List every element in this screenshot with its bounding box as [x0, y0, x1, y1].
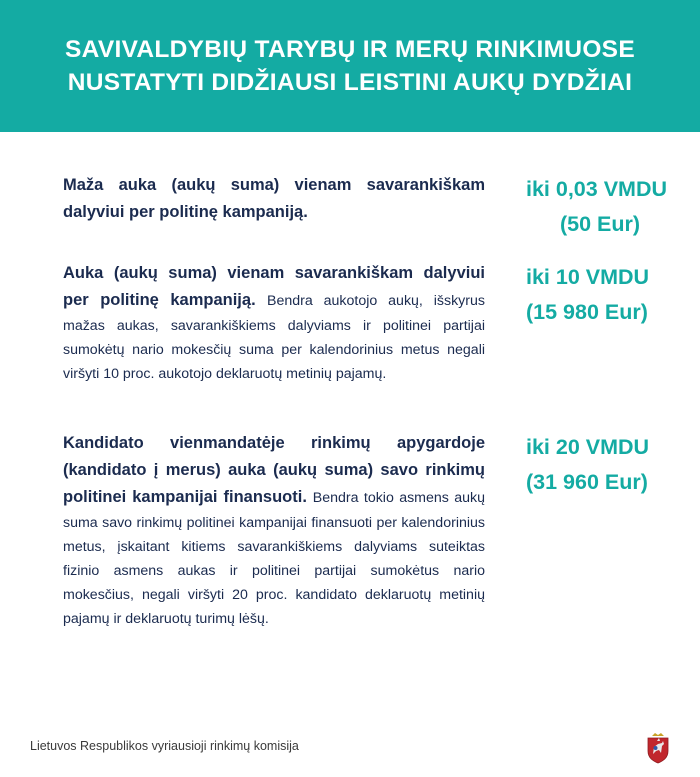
- donation-rule-small: [63, 172, 485, 226]
- rule-detail-text: Bendra aukotojo aukų, išskyrus mažas aukas, savarankiškiems dalyviams ir politinei partijai sumokėtų nario mokesčių suma per kalendorinius metus negali viršyti 10 proc. aukotojo deklaruotų metinių pajamų.: [63, 293, 485, 382]
- limit-vmdu: iki 0,03 VMDU: [526, 177, 667, 201]
- vytis-coat-of-arms-icon: [646, 732, 670, 764]
- donation-limit-participant: [526, 260, 649, 330]
- page-title-line-1: SAVIVALDYBIŲ TARYBŲ IR MERŲ RINKIMUOSE: [65, 36, 635, 63]
- donation-limit-candidate: [526, 430, 649, 500]
- page-title-line-2: NUSTATYTI DIDŽIAUSI LEISTINI AUKŲ DYDŽIAI: [67, 69, 633, 96]
- limit-vmdu: iki 10 VMDU: [526, 265, 650, 289]
- rule-lead-text: Maža auka (aukų suma) vienam savarankiškam dalyviui per politinę kampaniją.: [63, 176, 485, 221]
- limit-eur: (15 980 Eur): [526, 300, 648, 324]
- limit-eur: (50 Eur): [560, 212, 641, 236]
- limit-vmdu: iki 20 VMDU: [526, 435, 650, 459]
- rule-detail-text: Bendra tokio asmens aukų suma savo rinkimų politinei kampanijai finansuoti per kalendorinius metus, įskaitant kitiems savarankiškiems dalyviams suteiktas fizinio asmens aukas ir politinei partijai sumokėtus nario mokesčius, negali viršyti 20 proc. kandidato deklaruotų metinių pajamų ir deklaruotų turimų lėšų.: [63, 490, 485, 627]
- donation-limit-small: [526, 172, 667, 242]
- rule-lead-text: Kandidato vienmandatėje rinkimų apygardoje (kandidato į merus) auka (aukų suma) savo rinkimų politinei kampanijai finansuoti.: [63, 434, 485, 506]
- organization-name: Lietuvos Respublikos vyriausioji rinkimų komisija: [30, 739, 299, 753]
- donation-rule-participant: [63, 260, 485, 386]
- rule-lead-text: Auka (aukų suma) vienam savarankiškam dalyviui per politinę kampaniją.: [63, 264, 485, 309]
- donation-rule-candidate: [63, 430, 485, 631]
- limit-eur: (31 960 Eur): [526, 470, 648, 494]
- header-banner: [0, 0, 700, 132]
